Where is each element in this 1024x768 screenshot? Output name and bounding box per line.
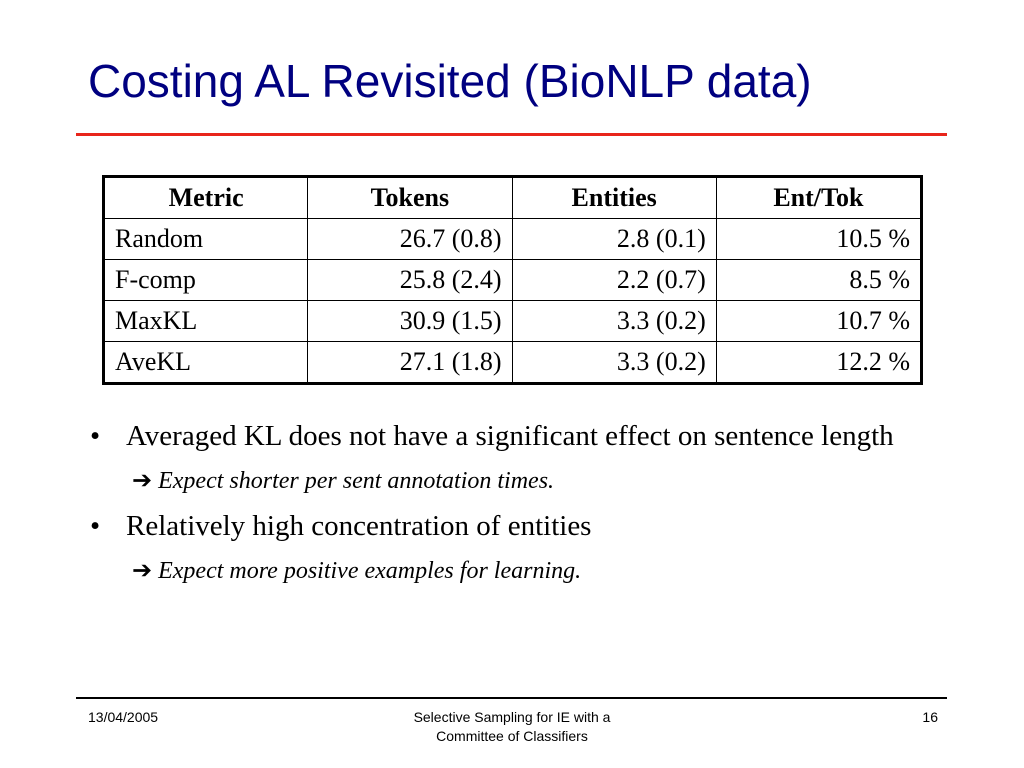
table-cell-tokens: 25.8 (2.4) [308, 260, 512, 301]
table-row [104, 342, 922, 384]
footer-divider [76, 697, 947, 699]
table-cell-entities: 3.3 (0.2) [512, 301, 716, 342]
sub-bullet-item [90, 466, 950, 496]
table-cell-ent-tok: 8.5 % [716, 260, 921, 301]
column-header-tokens: Tokens [308, 177, 512, 219]
bullet-item [90, 418, 950, 454]
bullet-marker: • [90, 420, 101, 452]
table-cell-metric: F-comp [104, 260, 308, 301]
right-arrow-icon: ➔ [132, 468, 153, 494]
table-cell-ent-tok: 10.7 % [716, 301, 921, 342]
column-header-ent-tok: Ent/Tok [716, 177, 921, 219]
title-divider [76, 133, 947, 136]
slide-title: Costing AL Revisited (BioNLP data) [88, 55, 812, 107]
column-header-entities: Entities [512, 177, 716, 219]
bullet-text: Averaged KL does not have a significant effect on sentence length [126, 420, 894, 452]
sub-bullet-text: Expect more positive examples for learning. [158, 558, 582, 584]
bullet-marker: • [90, 510, 101, 542]
bullet-text: Relatively high concentration of entities [126, 510, 592, 542]
table-cell-metric: AveKL [104, 342, 308, 384]
footer-title-line-1: Selective Sampling for IE with a [413, 709, 611, 725]
table-cell-tokens: 30.9 (1.5) [308, 301, 512, 342]
right-arrow-icon: ➔ [132, 558, 153, 584]
table-row [104, 260, 922, 301]
footer-title-line-2: Committee of Classifiers [436, 728, 588, 744]
table-cell-entities: 2.2 (0.7) [512, 260, 716, 301]
table-cell-metric: MaxKL [104, 301, 308, 342]
bullet-list [90, 418, 950, 586]
column-header-metric: Metric [104, 177, 308, 219]
table-header-row [104, 177, 922, 219]
table-row [104, 219, 922, 260]
table-cell-entities: 2.8 (0.1) [512, 219, 716, 260]
page-number: 16 [922, 709, 938, 725]
bullet-item [90, 508, 950, 544]
sub-bullet-item [90, 556, 950, 586]
sub-bullet-text: Expect shorter per sent annotation times. [158, 468, 555, 494]
table-cell-tokens: 27.1 (1.8) [308, 342, 512, 384]
table-cell-tokens: 26.7 (0.8) [308, 219, 512, 260]
table-row [104, 301, 922, 342]
footer-date: 13/04/2005 [88, 709, 159, 725]
table-cell-ent-tok: 10.5 % [716, 219, 921, 260]
footer-title [362, 708, 662, 746]
table-cell-metric: Random [104, 219, 308, 260]
table-cell-ent-tok: 12.2 % [716, 342, 921, 384]
table-cell-entities: 3.3 (0.2) [512, 342, 716, 384]
results-table [102, 175, 923, 385]
